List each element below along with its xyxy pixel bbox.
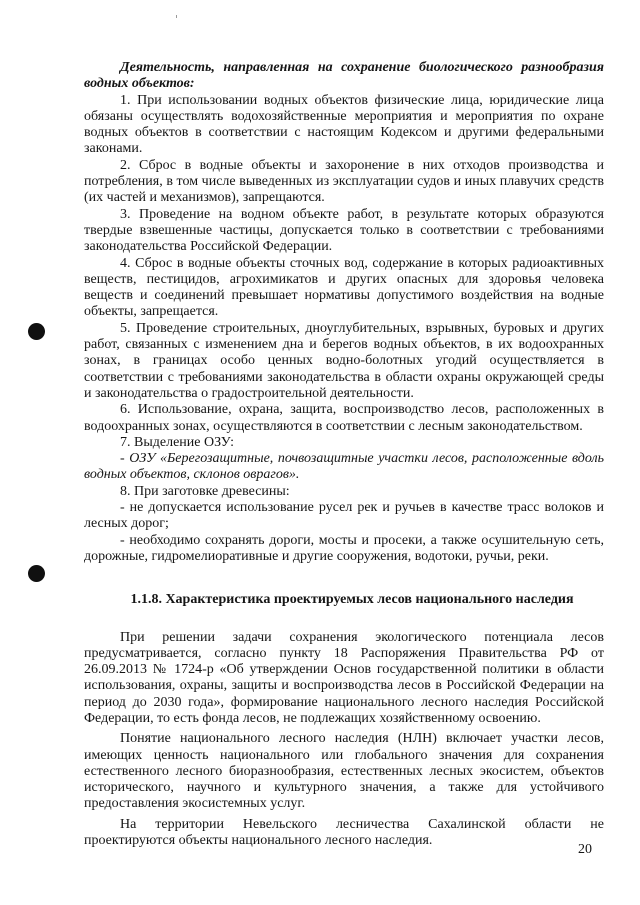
document-body (84, 60, 604, 849)
paragraph-item-1: 1. При использовании водных объектов физические лица, юридические лица обязаны осуществлять водохозяйственные мероприятия и мероприятия по охране водных объектов в соответствии с настоящим Кодексом и другими федеральными законами. (84, 92, 604, 157)
section-paragraph-1: При решении задачи сохранения экологического потенциала лесов предусматривается, согласно пункту 18 Распоряжения Правительства РФ от 26.09.2013 № 1724-р «Об утверждении Основ государственной политики в области использования, охраны, защиты и воспроизводства лесов в Российской Федерации на период до 2030 года», формирование национального лесного наследия Российской Федерации, то есть фонда лесов, не подлежащих хозяйственному освоению. (84, 629, 604, 726)
paragraph-item-3: 3. Проведение на водном объекте работ, в результате которых образуются твердые взвешенные частицы, допускается только в соответствии с требованиями законодательства Российской Федерации. (84, 206, 604, 255)
scan-speck (176, 15, 177, 18)
item8-bullet-1: - не допускается использование русел рек и ручьев в качестве трасс волоков и лесных дорог; (84, 500, 604, 532)
punch-hole-top (28, 323, 45, 340)
paragraph-item-8: 8. При заготовке древесины: (120, 483, 290, 499)
punch-hole-bottom (28, 565, 45, 582)
page-number: 20 (578, 842, 592, 857)
section-paragraph-2: Понятие национального лесного наследия (НЛН) включает участки лесов, имеющих ценность национального или глобального значения для сохранения естественного лесного биоразнообразия, естественных лесных экосистем, объектов исторического, научного и культурного значения, а также для устойчивого предоставления экосистемных услуг. (84, 731, 604, 812)
ozu-item: - ОЗУ «Берегозащитные, почвозащитные участки лесов, расположенные вдоль водных объектов, склонов оврагов». (84, 451, 604, 483)
section-paragraph-3: На территории Невельского лесничества Сахалинской области не проектируются объекты национального лесного наследия. (84, 816, 604, 849)
section-heading: Деятельность, направленная на сохранение биологического разнообразия водных объектов: (84, 60, 604, 92)
paragraph-item-2: 2. Сброс в водные объекты и захоронение в них отходов производства и потребления, в том числе выведенных из эксплуатации судов и иных плавучих средств (их частей и механизмов), запрещаются. (84, 157, 604, 206)
item8-bullet-2: - необходимо сохранять дороги, мосты и просеки, а также осушительную сеть, дорожные, гидромелиоративные и другие сооружения, водотоки, ручьи, реки. (84, 532, 604, 564)
section-title: 1.1.8. Характеристика проектируемых лесов национального наследия (130, 592, 574, 608)
paragraph-item-5: 5. Проведение строительных, дноуглубительных, взрывных, буровых и других работ, связанных с изменением дна и берегов водных объектов, в их водоохранных зонах, в границах особо ценных водно-болотных угодий осуществляется в соответствии с требованиями законодательства в области охраны окружающей среды и законодательства о градостроительной деятельности. (84, 320, 604, 401)
paragraph-item-7: 7. Выделение ОЗУ: (120, 434, 235, 450)
paragraph-item-6: 6. Использование, охрана, защита, воспроизводство лесов, расположенных в водоохранных зонах, осуществляются в соответствии с лесным законодательством. (84, 402, 604, 434)
paragraph-item-4: 4. Сброс в водные объекты сточных вод, содержание в которых радиоактивных веществ, пестицидов, агрохимикатов и других опасных для здоровья человека веществ и соединений превышает нормативы допустимого воздействия на водные объекты, запрещается. (84, 255, 604, 320)
